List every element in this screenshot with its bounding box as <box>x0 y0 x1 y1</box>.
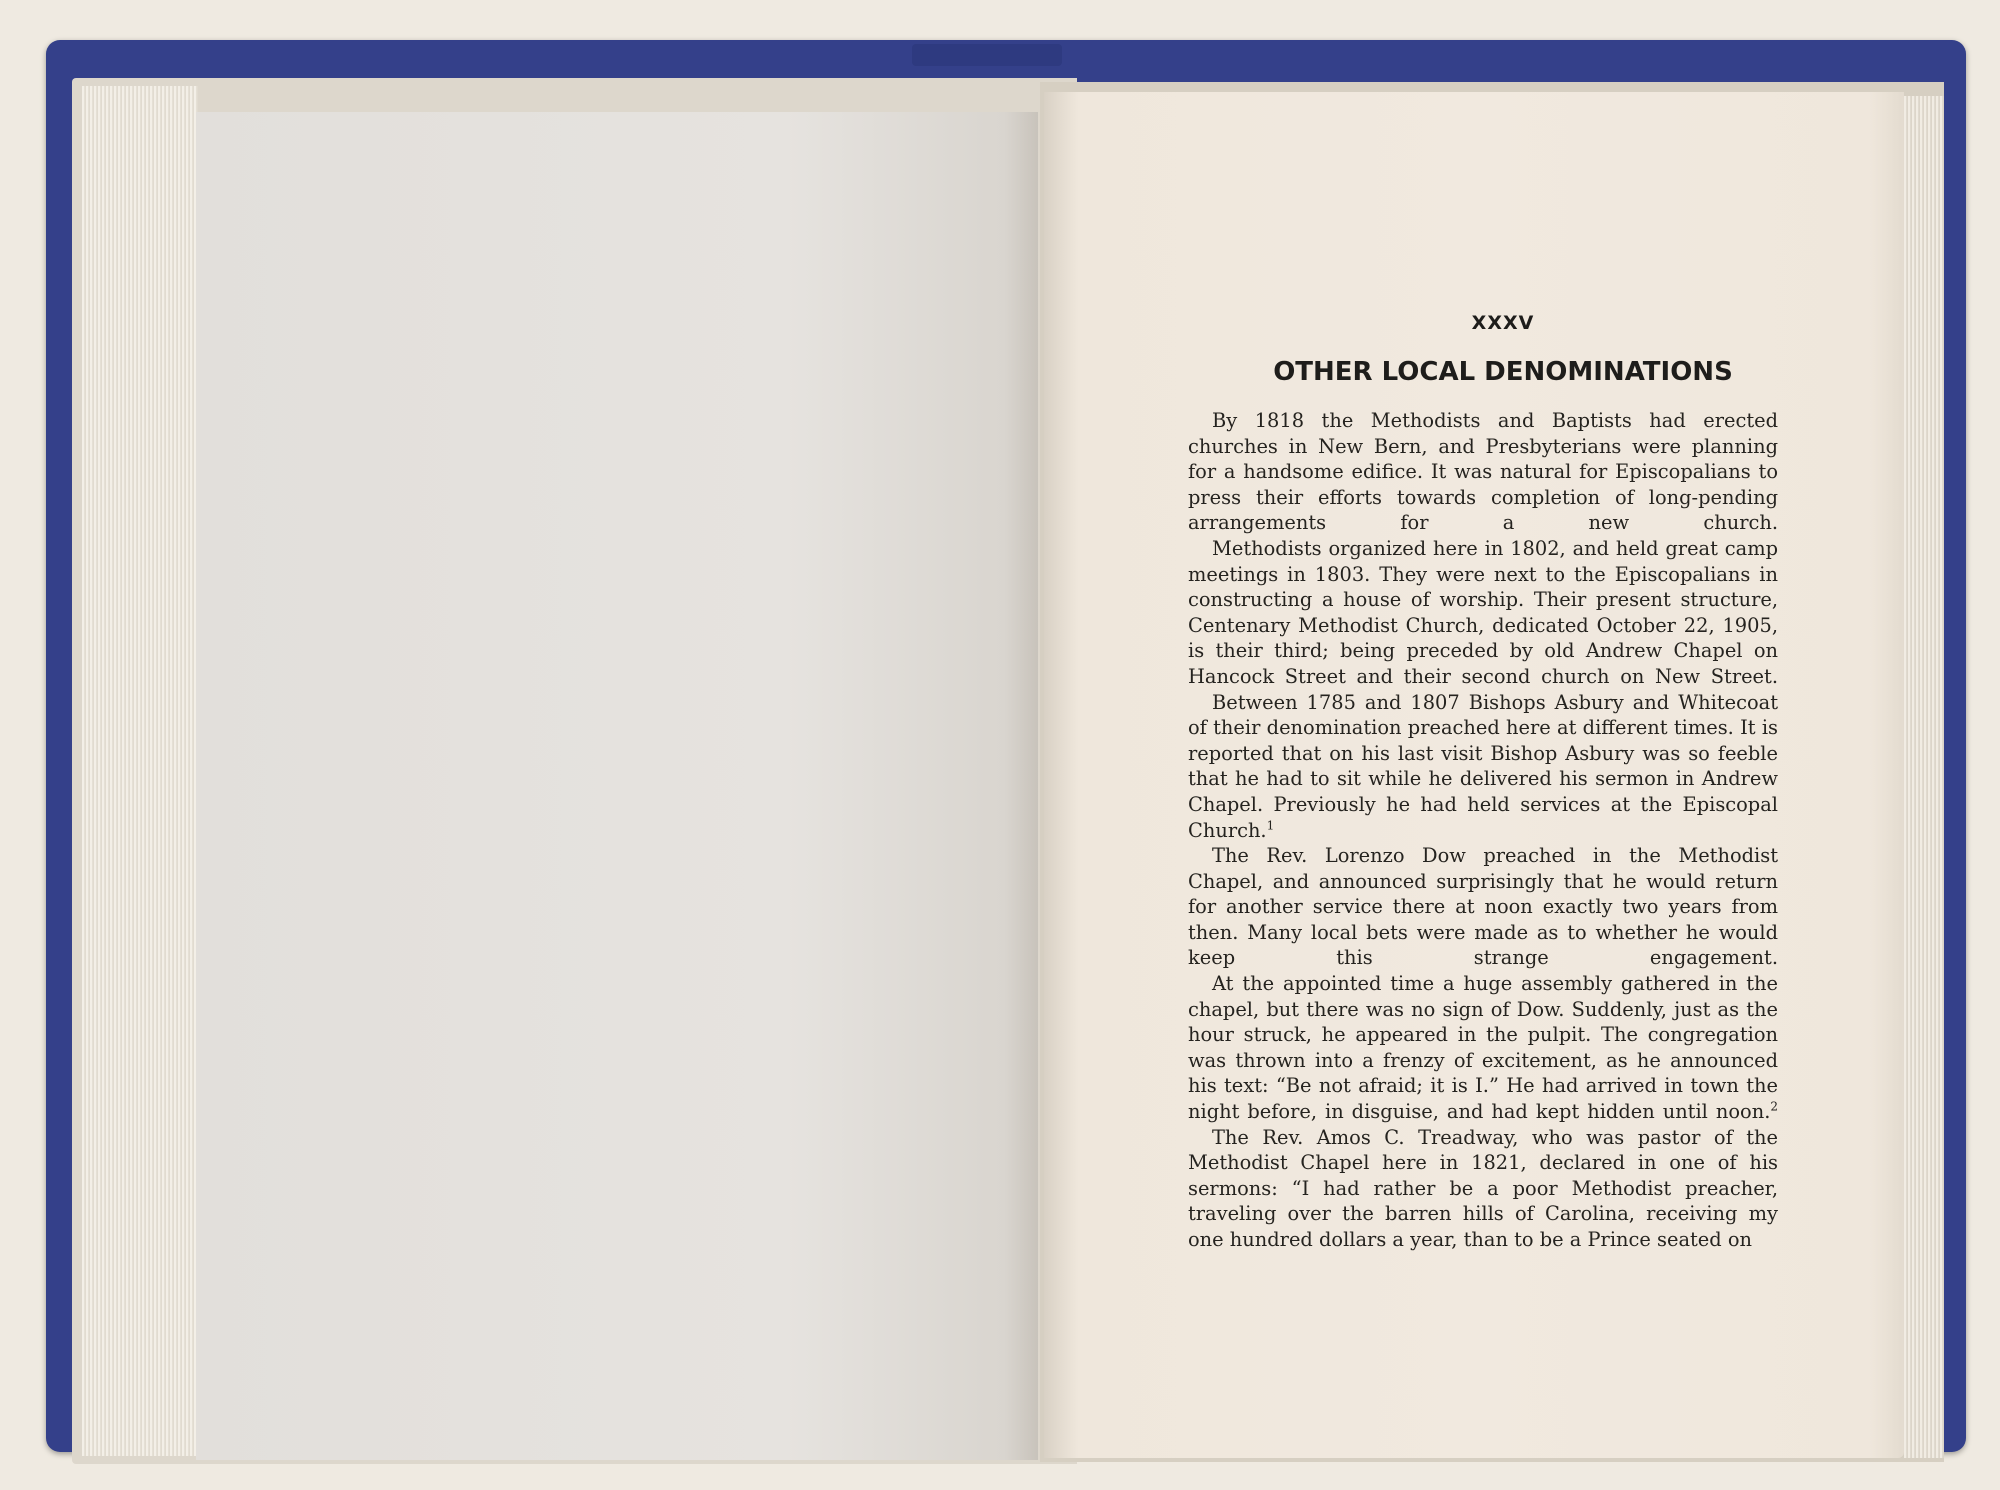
chapter-title: OTHER LOCAL DENOMINATIONS <box>1273 357 1733 387</box>
left-page-edges <box>82 86 198 1456</box>
book-spine <box>912 44 1062 66</box>
paragraph-text: Methodists organized here in 1802, and held great camp meetings in 1803. They were next to the Episcopalians in constructing a house of worship. Their present structure, Centenary Methodist Church, dedicated October 22, 1905, is their third; being preceded by old Andrew Chapel on Hancock Street and their second church on New Street. <box>1188 536 1778 688</box>
footnote-marker: 2 <box>1770 1099 1778 1114</box>
chapter-number: XXXV <box>1471 312 1535 334</box>
paragraph-text: At the appointed time a huge assembly gathered in the chapel, but there was no sign of Dow. Suddenly, just as the hour struck, he appeared in the pulpit. The congregation was thrown into a frenzy of excitement, as he announced his text: “Be not afraid; it is I.” He had arrived in town the night before, in disguise, and had kept hidden until noon. <box>1188 972 1778 1124</box>
paragraph <box>1188 536 1778 690</box>
right-page-edges <box>1904 96 1944 1458</box>
paragraph <box>1188 690 1778 844</box>
paragraph-text: By 1818 the Methodists and Baptists had erected churches in New Bern, and Presbyterians were planning for a handsome edifice. It was natural for Episcopalians to press their efforts towards completion of long-pending arrangements for a new church. <box>1188 409 1778 535</box>
paragraph-text: Between 1785 and 1807 Bishops Asbury and Whitecoat of their denomination preached here at different times. It is reported that on his last visit Bishop Asbury was so feeble that he had to sit while he delivered his sermon in Andrew Chapel. Previously he had held services at the Episcopal Church. <box>1188 690 1778 842</box>
footnote-marker: 1 <box>1266 818 1275 833</box>
paragraph <box>1188 1125 1778 1253</box>
left-page <box>196 112 1038 1460</box>
paragraph <box>1188 971 1778 1125</box>
paragraph <box>1188 843 1778 971</box>
chapter-body <box>1188 408 1778 1253</box>
paragraph <box>1188 408 1778 536</box>
paragraph-text: The Rev. Lorenzo Dow preached in the Methodist Chapel, and announced surprisingly that he would return for another service there at noon exactly two years from then. Many local bets were made as to whether he would keep this strange engagement. <box>1188 844 1778 970</box>
paragraph-text: The Rev. Amos C. Treadway, who was pastor of the Methodist Chapel here in 1821, declared in one of his sermons: “I had rather be a poor Methodist preacher, traveling over the barren hills of Carolina, receiving my one hundred dollars a year, than to be a Prince seated on <box>1188 1125 1778 1251</box>
